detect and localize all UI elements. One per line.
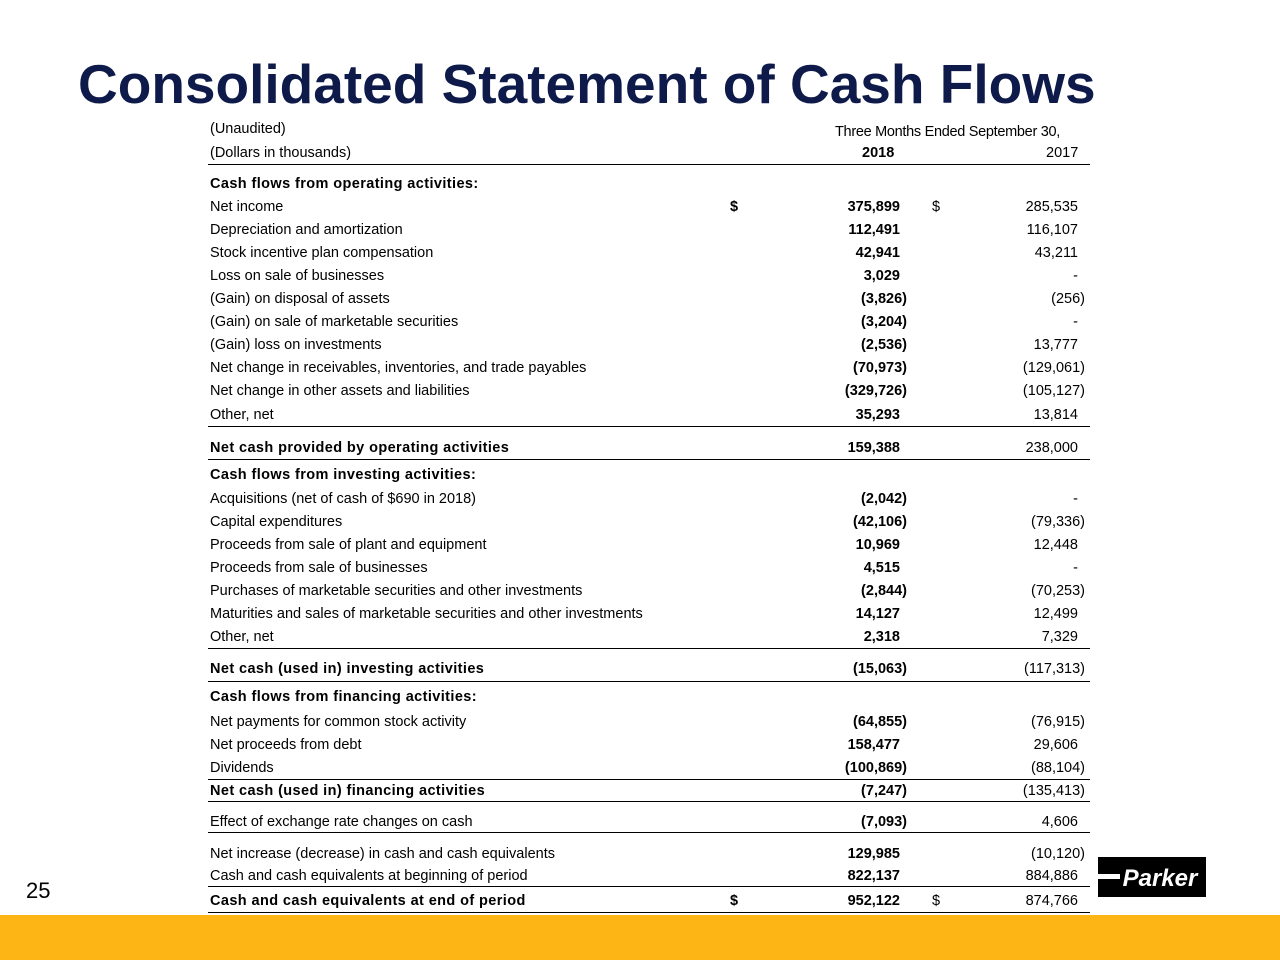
row-label: Depreciation and amortization <box>210 222 403 238</box>
value-2018: 129,985 <box>847 846 900 862</box>
table-row <box>208 380 1090 402</box>
row-label: Effect of exchange rate changes on cash <box>210 814 473 830</box>
table-row <box>208 265 1090 287</box>
value-2018: (64,855) <box>852 714 907 730</box>
header-rule <box>208 164 1090 165</box>
row-label: Net cash (used in) investing activities <box>210 661 485 677</box>
value-2018: 159,388 <box>847 440 900 456</box>
value-2018: 822,137 <box>847 868 900 884</box>
value-2018: (100,869) <box>844 760 907 776</box>
table-rule <box>208 801 1090 802</box>
page-number: 25 <box>26 878 51 903</box>
value-2017: 884,886 <box>1025 868 1078 884</box>
value-2017: - <box>1073 314 1078 330</box>
table-row <box>208 242 1090 264</box>
year-2017-header: 2017 <box>1046 145 1079 161</box>
currency-2017: $ <box>932 199 941 215</box>
row-label: Net cash (used in) financing activities <box>210 783 486 799</box>
value-2017: 13,777 <box>1033 337 1078 353</box>
row-label: Other, net <box>210 629 274 645</box>
table-row <box>208 488 1090 510</box>
table-row <box>208 311 1090 333</box>
value-2018: 375,899 <box>847 199 900 215</box>
value-2018: 3,029 <box>863 268 900 284</box>
value-2018: 158,477 <box>847 737 900 753</box>
value-2018: 14,127 <box>855 606 900 622</box>
value-2018: 952,122 <box>847 893 900 909</box>
footer-bar <box>0 915 1280 960</box>
row-label: Net cash provided by operating activities <box>210 440 510 456</box>
row-label: (Gain) on disposal of assets <box>210 291 390 307</box>
total-row <box>208 890 1090 912</box>
value-2018: 35,293 <box>855 407 900 423</box>
section-heading-label: Cash flows from financing activities: <box>210 689 477 705</box>
value-2017: (88,104) <box>1030 760 1085 776</box>
value-2017: (105,127) <box>1022 383 1085 399</box>
table-rule <box>208 459 1090 460</box>
value-2017: - <box>1073 560 1078 576</box>
value-2017: (70,253) <box>1030 583 1085 599</box>
row-label: Purchases of marketable securities and other investments <box>210 583 583 599</box>
value-2017: 116,107 <box>1026 222 1078 238</box>
section-heading <box>208 173 1090 195</box>
value-2017: (79,336) <box>1030 514 1085 530</box>
value-2017: (10,120) <box>1030 846 1085 862</box>
value-2017: (135,413) <box>1022 783 1085 799</box>
value-2017: - <box>1073 491 1078 507</box>
table-row <box>208 404 1090 426</box>
value-2017: 43,211 <box>1034 245 1078 261</box>
value-2017: 874,766 <box>1025 893 1078 909</box>
value-2017: 7,329 <box>1041 629 1078 645</box>
value-2017: 4,606 <box>1041 814 1078 830</box>
table-row <box>208 357 1090 379</box>
row-label: Net payments for common stock activity <box>210 714 467 730</box>
value-2018: (42,106) <box>852 514 907 530</box>
row-label: Other, net <box>210 407 274 423</box>
value-2017: 285,535 <box>1025 199 1078 215</box>
table-rule <box>208 648 1090 649</box>
logo-text: Parker <box>1122 865 1198 892</box>
row-label: Net proceeds from debt <box>210 737 362 753</box>
table-row <box>208 711 1090 733</box>
total-row <box>208 780 1090 802</box>
table-row <box>208 843 1090 865</box>
value-2018: 4,515 <box>863 560 900 576</box>
period-header: Three Months Ended September 30, <box>835 124 1060 140</box>
table-rule <box>208 912 1090 913</box>
table-row <box>208 557 1090 579</box>
value-2018: (329,726) <box>844 383 907 399</box>
units-note: (Dollars in thousands) <box>210 145 352 161</box>
table-rule <box>208 886 1090 887</box>
value-2017: (256) <box>1051 291 1085 307</box>
table-row <box>208 757 1090 779</box>
row-label: Dividends <box>210 760 274 776</box>
value-2017: - <box>1073 268 1078 284</box>
page-title: Consolidated Statement of Cash Flows <box>78 53 1096 115</box>
value-2018: (2,844) <box>861 583 907 599</box>
row-label: (Gain) on sale of marketable securities <box>210 314 459 330</box>
table-row <box>208 811 1090 833</box>
row-label: Stock incentive plan compensation <box>210 245 434 261</box>
value-2018: (15,063) <box>852 661 907 677</box>
currency-2017: $ <box>932 893 941 909</box>
currency-2018: $ <box>730 893 739 909</box>
total-row <box>208 437 1090 459</box>
unaudited-note: (Unaudited) <box>210 121 286 137</box>
section-heading <box>208 464 1090 486</box>
value-2018: 10,969 <box>855 537 900 553</box>
value-2017: (76,915) <box>1030 714 1085 730</box>
table-row <box>208 626 1090 648</box>
table-row <box>208 334 1090 356</box>
parker-logo <box>1098 857 1206 897</box>
table-rule <box>208 681 1090 682</box>
row-label: Loss on sale of businesses <box>210 268 385 284</box>
table-row <box>208 580 1090 602</box>
table-rule <box>208 832 1090 833</box>
value-2018: (3,204) <box>861 314 907 330</box>
table-row <box>208 534 1090 556</box>
row-label: Cash and cash equivalents at end of period <box>210 893 526 909</box>
row-label: Proceeds from sale of businesses <box>210 560 428 576</box>
row-label: Cash and cash equivalents at beginning of period <box>210 868 528 884</box>
value-2017: 29,606 <box>1033 737 1078 753</box>
row-label: Net increase (decrease) in cash and cash equivalents <box>210 846 555 862</box>
currency-2018: $ <box>730 199 739 215</box>
row-label: Net change in other assets and liabilities <box>210 383 470 399</box>
row-label: Capital expenditures <box>210 514 343 530</box>
section-heading-label: Cash flows from operating activities: <box>210 176 479 192</box>
value-2018: (2,536) <box>861 337 907 353</box>
table-row <box>208 511 1090 533</box>
row-label: Proceeds from sale of plant and equipment <box>210 537 487 553</box>
total-row <box>208 658 1090 680</box>
value-2018: 42,941 <box>855 245 900 261</box>
table-row <box>208 288 1090 310</box>
value-2018: (7,093) <box>861 814 907 830</box>
table-row <box>208 865 1090 887</box>
value-2017: (129,061) <box>1022 360 1085 376</box>
value-2018: (70,973) <box>852 360 907 376</box>
value-2018: 2,318 <box>863 629 900 645</box>
value-2017: 12,499 <box>1033 606 1078 622</box>
table-rule <box>208 779 1090 780</box>
value-2018: (7,247) <box>861 783 907 799</box>
value-2017: 12,448 <box>1033 537 1078 553</box>
value-2018: 112,491 <box>848 222 900 238</box>
row-label: (Gain) loss on investments <box>210 337 382 353</box>
section-heading-label: Cash flows from investing activities: <box>210 467 477 483</box>
table-row <box>208 734 1090 756</box>
row-label: Acquisitions (net of cash of $690 in 2018) <box>210 491 476 507</box>
table-row <box>208 196 1090 218</box>
row-label: Net income <box>210 199 284 215</box>
row-label: Maturities and sales of marketable securities and other investments <box>210 606 643 622</box>
value-2017: (117,313) <box>1024 661 1085 677</box>
year-2018-header: 2018 <box>862 145 895 161</box>
section-heading <box>208 686 1090 708</box>
table-row <box>208 219 1090 241</box>
value-2018: (2,042) <box>861 491 907 507</box>
value-2018: (3,826) <box>861 291 907 307</box>
row-label: Net change in receivables, inventories, and trade payables <box>210 360 587 376</box>
table-rule <box>208 426 1090 427</box>
value-2017: 13,814 <box>1033 407 1078 423</box>
table-row <box>208 603 1090 625</box>
value-2017: 238,000 <box>1025 440 1078 456</box>
